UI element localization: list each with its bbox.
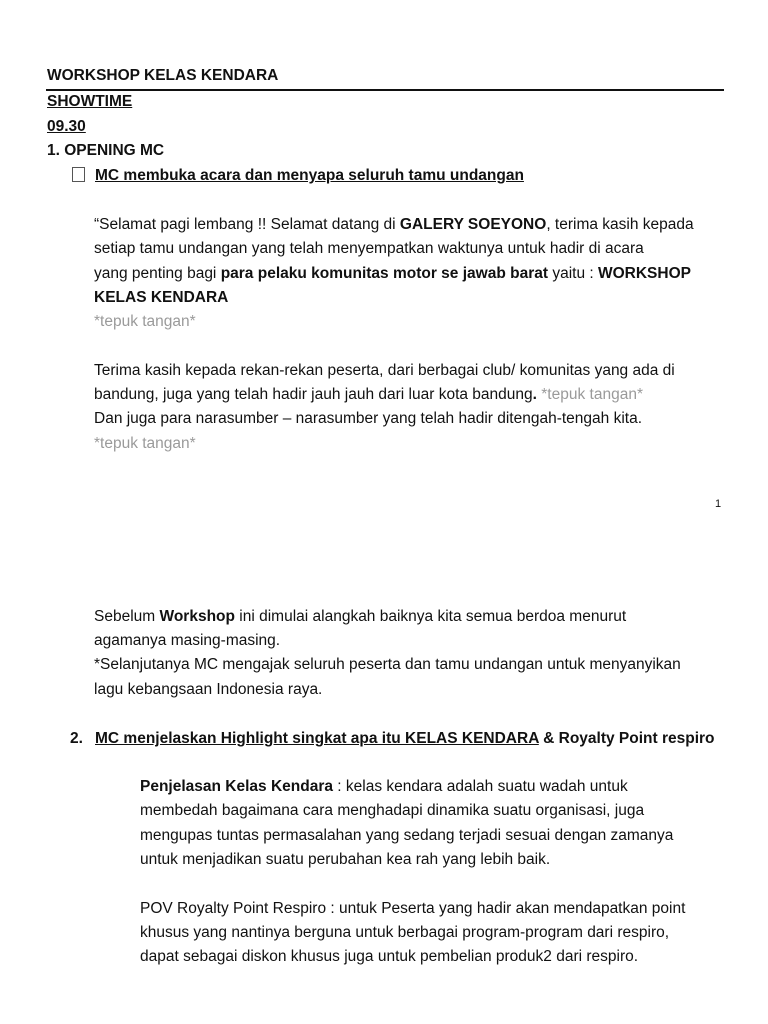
showtime-value: 09.30 <box>47 118 86 135</box>
paragraph-line: “Selamat pagi lembang !! Selamat datang di GALERY SOEYONO, terima kasih kepada <box>94 216 694 233</box>
stage-direction: *tepuk tangan* <box>94 313 196 330</box>
paragraph-line: bandung, juga yang telah hadir jauh jauh dari luar kota bandung. *tepuk tangan* <box>94 386 643 403</box>
paragraph-line: untuk menjadikan suatu perubahan kea rah yang lebih baik. <box>140 851 551 868</box>
paragraph-line: membedah bagaimana cara menghadapi dinamika suatu organisasi, juga <box>140 802 645 819</box>
paragraph-line: mengupas tuntas permasalahan yang sedang terjadi sesuai dengan zamanya <box>140 827 674 844</box>
stage-direction: *tepuk tangan* <box>94 435 196 452</box>
paragraph-line: KELAS KENDARA <box>94 289 229 306</box>
paragraph-line: POV Royalty Point Respiro : untuk Peserta yang hadir akan mendapatkan point <box>140 900 686 917</box>
paragraph-line: yang penting bagi para pelaku komunitas motor se jawab barat yaitu : WORKSHOP <box>94 265 691 282</box>
paragraph-line: khusus yang nantinya berguna untuk berbagai program-program dari respiro, <box>140 924 670 941</box>
paragraph-line: *Selanjutanya MC mengajak seluruh peserta dan tamu undangan untuk menyanyikan <box>94 656 681 673</box>
paragraph-line: setiap tamu undangan yang telah menyempatkan waktunya untuk hadir di acara <box>94 240 644 257</box>
paragraph-line: Terima kasih kepada rekan-rekan peserta, dari berbagai club/ komunitas yang ada di <box>94 362 675 379</box>
paragraph-line: Penjelasan Kelas Kendara : kelas kendara adalah suatu wadah untuk <box>140 778 628 795</box>
section-1-heading: 1. OPENING MC <box>47 142 165 159</box>
bullet-item: MC membuka acara dan menyapa seluruh tamu undangan <box>95 167 524 184</box>
paragraph-line: agamanya masing-masing. <box>94 632 281 649</box>
paragraph-line: Dan juga para narasumber – narasumber yang telah hadir ditengah-tengah kita. <box>94 410 643 427</box>
section-2-number: 2. <box>70 730 83 747</box>
showtime-heading: SHOWTIME <box>47 93 133 110</box>
paragraph-line: dapat sebagai diskon khusus juga untuk pembelian produk2 dari respiro. <box>140 948 639 965</box>
paragraph-line: lagu kebangsaan Indonesia raya. <box>94 681 323 698</box>
page-number: 1 <box>715 498 722 510</box>
title-rule <box>46 89 724 91</box>
bullet-box-icon <box>72 165 85 187</box>
document-title: WORKSHOP KELAS KENDARA <box>47 67 279 84</box>
section-2-heading: MC menjelaskan Highlight singkat apa itu KELAS KENDARA & Royalty Point respiro <box>95 730 715 747</box>
paragraph-line: Sebelum Workshop ini dimulai alangkah baiknya kita semua berdoa menurut <box>94 608 627 625</box>
